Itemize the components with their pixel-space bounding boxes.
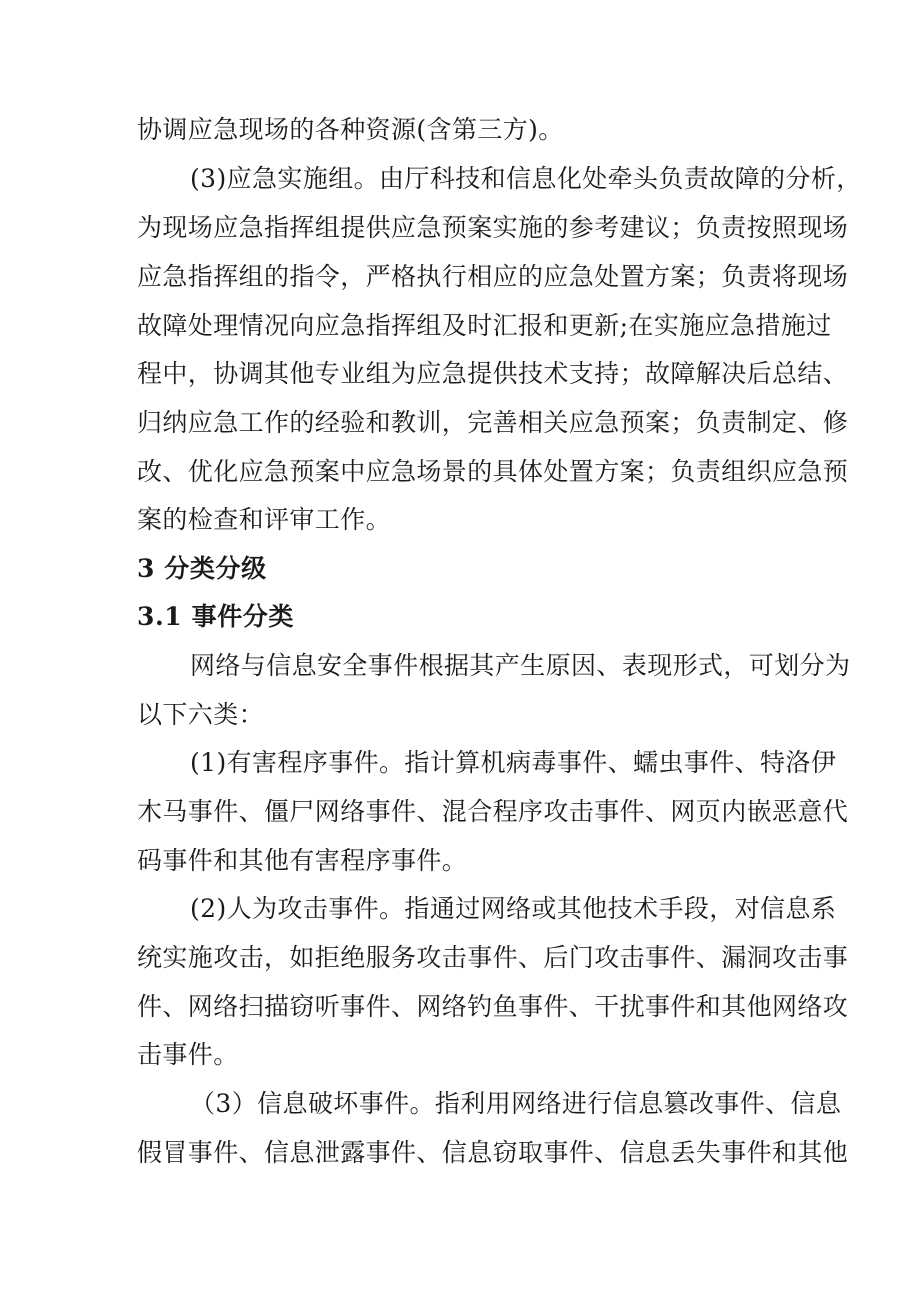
- paragraph-line: 统实施攻击，如拒绝服务攻击事件、后门攻击事件、漏洞攻击事: [137, 943, 849, 972]
- paragraph-line: 应急指挥组的指令，严格执行相应的应急处置方案；负责将现场: [137, 262, 849, 291]
- paragraph-line: 协调应急现场的各种资源(含第三方)。: [137, 115, 564, 144]
- paragraph-line: 网络与信息安全事件根据其产生原因、表现形式，可划分为: [190, 651, 851, 680]
- paragraph-line: 件、网络扫描窃听事件、网络钓鱼事件、干扰事件和其他网络攻: [137, 992, 849, 1021]
- paragraph-line: 假冒事件、信息泄露事件、信息窃取事件、信息丢失事件和其他: [137, 1138, 849, 1167]
- paragraph-line: 码事件和其他有害程序事件。: [137, 846, 468, 875]
- section-heading-3: 3 分类分级: [137, 554, 267, 583]
- paragraph-line: 程中，协调其他专业组为应急提供技术支持；故障解决后总结、: [137, 359, 849, 388]
- paragraph-line: 改、优化应急预案中应急场景的具体处置方案；负责组织应急预: [137, 457, 849, 486]
- paragraph-line: 木马事件、僵尸网络事件、混合程序攻击事件、网页内嵌恶意代: [137, 797, 849, 826]
- paragraph-line: 归纳应急工作的经验和教训，完善相关应急预案；负责制定、修: [137, 408, 849, 437]
- paragraph-line: 为现场应急指挥组提供应急预案实施的参考建议；负责按照现场: [137, 213, 849, 242]
- section-heading-3-1: 3.1 事件分类: [137, 602, 294, 631]
- paragraph-line: (3)应急实施组。由厅科技和信息化处牵头负责故障的分析，: [190, 164, 862, 193]
- paragraph-line: 案的检查和评审工作。: [137, 505, 392, 534]
- paragraph-line: (2)人为攻击事件。指通过网络或其他技术手段，对信息系: [190, 894, 837, 923]
- paragraph-line: (1)有害程序事件。指计算机病毒事件、蠕虫事件、特洛伊: [190, 748, 837, 777]
- paragraph-line: 故障处理情况向应急指挥组及时汇报和更新;在实施应急措施过: [137, 311, 832, 340]
- paragraph-line: （3）信息破坏事件。指利用网络进行信息篡改事件、信息: [190, 1089, 842, 1118]
- paragraph-line: 击事件。: [137, 1040, 239, 1069]
- paragraph-line: 以下六类：: [137, 700, 265, 729]
